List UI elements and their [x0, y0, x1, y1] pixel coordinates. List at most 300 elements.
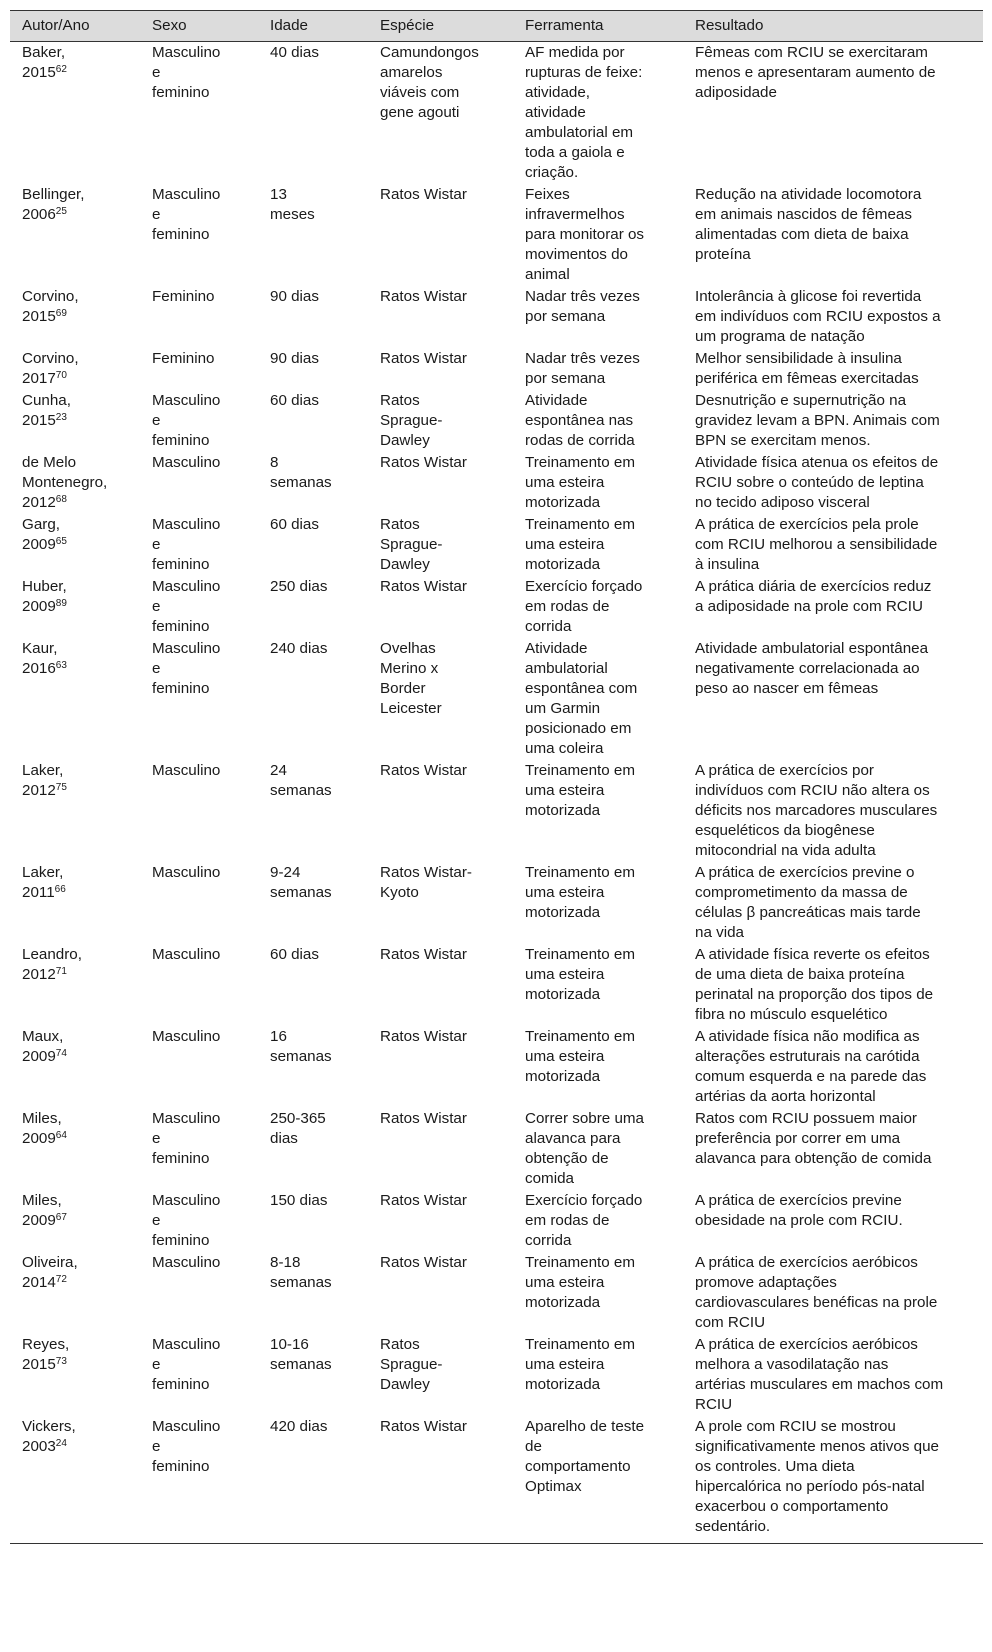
cell-ferramenta: [513, 862, 683, 944]
table-row: [10, 1190, 983, 1252]
cell-line: A atividade física reverte os efeitos: [695, 946, 930, 963]
cell-line: Masculino: [152, 762, 221, 779]
cell-idade: [258, 1108, 368, 1190]
cell-line: esqueléticos da biogênese: [695, 822, 875, 839]
cell-sexo: [140, 944, 258, 1026]
cell-line: 2014: [22, 1274, 56, 1291]
cell-line: viáveis com: [380, 84, 460, 101]
cell-autor-ano: [10, 348, 140, 390]
table-row: [10, 184, 983, 286]
cell-resultado: [683, 944, 983, 1026]
cell-line: feminino: [152, 680, 210, 697]
cell-line: Ratos Wistar: [380, 350, 467, 367]
cell-line: Maux,: [22, 1028, 64, 1045]
cell-line: e: [152, 660, 161, 677]
cell-autor-ano: [10, 452, 140, 514]
cell-idade: [258, 760, 368, 862]
cell-line: de uma dieta de baixa proteína: [695, 966, 905, 983]
cell-line: Camundongos: [380, 44, 479, 61]
cell-ferramenta: [513, 348, 683, 390]
cell-line: significativamente menos ativos que: [695, 1438, 939, 1455]
cell-line: atividade: [525, 104, 586, 121]
cell-resultado: [683, 1252, 983, 1334]
cell-autor-ano: [10, 862, 140, 944]
cell-sexo: [140, 760, 258, 862]
cell-especie: [368, 1416, 513, 1544]
cell-resultado: [683, 184, 983, 286]
cell-ferramenta: [513, 184, 683, 286]
cell-line: Treinamento em: [525, 1254, 636, 1271]
cell-especie: [368, 452, 513, 514]
reference-number: 68: [55, 494, 67, 505]
header-especie: Espécie: [368, 11, 513, 42]
cell-line: Ratos: [380, 392, 420, 409]
cell-resultado: [683, 286, 983, 348]
cell-line: Treinamento em: [525, 762, 636, 779]
table-body: [10, 42, 983, 1544]
cell-line: feminino: [152, 1376, 210, 1393]
cell-line: 8: [270, 454, 279, 471]
cell-line: AF medida por: [525, 44, 625, 61]
cell-line: os controles. Uma dieta: [695, 1458, 855, 1475]
cell-line: Masculino: [152, 1336, 221, 1353]
table-row: [10, 638, 983, 760]
cell-line: indivíduos com RCIU não altera os: [695, 782, 930, 799]
cell-sexo: [140, 1416, 258, 1544]
cell-line: Nadar três vezes: [525, 288, 640, 305]
cell-especie: [368, 760, 513, 862]
cell-line: Sprague-: [380, 536, 443, 553]
reference-number: 64: [55, 1130, 67, 1141]
cell-ferramenta: [513, 1026, 683, 1108]
cell-line: Masculino: [152, 1418, 221, 1435]
cell-line: Feixes: [525, 186, 570, 203]
cell-especie: [368, 944, 513, 1026]
cell-resultado: [683, 390, 983, 452]
cell-line: mitocondrial na vida adulta: [695, 842, 876, 859]
cell-line: posicionado em: [525, 720, 632, 737]
cell-line: alimentadas com dieta de baixa: [695, 226, 909, 243]
cell-sexo: [140, 862, 258, 944]
cell-autor-ano: [10, 760, 140, 862]
cell-line: semanas: [270, 884, 332, 901]
cell-line: 24: [270, 762, 287, 779]
cell-line: 250-365: [270, 1110, 326, 1127]
cell-line: Masculino: [152, 454, 221, 471]
cell-line: menos e apresentaram aumento de: [695, 64, 936, 81]
cell-line: motorizada: [525, 1294, 601, 1311]
cell-autor-ano: [10, 286, 140, 348]
cell-line: 2011: [22, 884, 55, 901]
cell-line: uma esteira: [525, 782, 605, 799]
table-row: [10, 944, 983, 1026]
cell-line: BPN se exercitam menos.: [695, 432, 871, 449]
cell-line: e: [152, 598, 161, 615]
cell-line: comida: [525, 1170, 574, 1187]
cell-line: artérias da aorta horizontal: [695, 1088, 876, 1105]
cell-idade: [258, 452, 368, 514]
cell-line: 60 dias: [270, 946, 319, 963]
cell-line: gene agouti: [380, 104, 460, 121]
cell-line: Baker,: [22, 44, 66, 61]
reference-number: 62: [55, 64, 67, 75]
cell-line: Ratos Wistar: [380, 946, 467, 963]
reference-number: 23: [55, 412, 67, 423]
cell-line: uma esteira: [525, 1048, 605, 1065]
cell-line: 2012: [22, 494, 56, 511]
cell-autor-ano: [10, 1108, 140, 1190]
cell-line: preferência por correr em uma: [695, 1130, 901, 1147]
cell-idade: [258, 286, 368, 348]
cell-line: Feminino: [152, 350, 215, 367]
cell-ferramenta: [513, 1190, 683, 1252]
cell-autor-ano: [10, 1026, 140, 1108]
cell-line: Masculino: [152, 578, 221, 595]
cell-autor-ano: [10, 1190, 140, 1252]
cell-line: 2006: [22, 206, 56, 223]
cell-line: A prática de exercícios por: [695, 762, 874, 779]
cell-line: Optimax: [525, 1478, 582, 1495]
cell-especie: [368, 862, 513, 944]
cell-line: Laker,: [22, 864, 64, 881]
cell-line: 240 dias: [270, 640, 328, 657]
cell-line: 90 dias: [270, 350, 319, 367]
cell-line: RCIU: [695, 1396, 733, 1413]
cell-line: motorizada: [525, 556, 601, 573]
cell-line: ambulatorial: [525, 660, 608, 677]
cell-line: 8-18: [270, 1254, 301, 1271]
cell-sexo: [140, 1026, 258, 1108]
cell-line: 2009: [22, 1212, 56, 1229]
table-row: [10, 1252, 983, 1334]
cell-line: 420 dias: [270, 1418, 328, 1435]
cell-line: uma coleira: [525, 740, 604, 757]
cell-line: e: [152, 536, 161, 553]
cell-idade: [258, 390, 368, 452]
cell-especie: [368, 1190, 513, 1252]
cell-line: Montenegro,: [22, 474, 108, 491]
cell-line: uma esteira: [525, 1274, 605, 1291]
cell-autor-ano: [10, 1252, 140, 1334]
cell-line: Atividade ambulatorial espontânea: [695, 640, 929, 657]
studies-table: [10, 10, 983, 1544]
cell-sexo: [140, 514, 258, 576]
cell-autor-ano: [10, 944, 140, 1026]
cell-line: Ratos Wistar-: [380, 864, 472, 881]
cell-line: com RCIU melhorou a sensibilidade: [695, 536, 938, 553]
cell-line: à insulina: [695, 556, 760, 573]
cell-line: Corvino,: [22, 350, 79, 367]
table-row: [10, 452, 983, 514]
cell-line: Ratos Wistar: [380, 454, 467, 471]
cell-line: Masculino: [152, 392, 221, 409]
header-idade: Idade: [258, 11, 368, 42]
cell-line: A prática de exercícios previne: [695, 1192, 902, 1209]
cell-line: 2015: [22, 64, 56, 81]
cell-especie: [368, 286, 513, 348]
reference-number: 67: [55, 1212, 67, 1223]
cell-line: Treinamento em: [525, 946, 636, 963]
cell-line: uma esteira: [525, 1356, 605, 1373]
cell-line: e: [152, 1438, 161, 1455]
cell-line: Dawley: [380, 432, 430, 449]
cell-especie: [368, 638, 513, 760]
cell-line: Exercício forçado: [525, 1192, 643, 1209]
cell-line: obesidade na prole com RCIU.: [695, 1212, 903, 1229]
cell-line: dias: [270, 1130, 298, 1147]
cell-ferramenta: [513, 390, 683, 452]
cell-line: Dawley: [380, 556, 430, 573]
cell-line: uma esteira: [525, 536, 605, 553]
cell-line: semanas: [270, 1356, 332, 1373]
cell-line: Dawley: [380, 1376, 430, 1393]
cell-line: negativamente correlacionada ao: [695, 660, 920, 677]
cell-sexo: [140, 1252, 258, 1334]
cell-line: Corvino,: [22, 288, 79, 305]
cell-sexo: [140, 184, 258, 286]
cell-sexo: [140, 286, 258, 348]
cell-line: uma esteira: [525, 966, 605, 983]
cell-line: exacerbou o comportamento: [695, 1498, 889, 1515]
cell-line: A prole com RCIU se mostrou: [695, 1418, 896, 1435]
reference-number: 72: [55, 1274, 67, 1285]
cell-idade: [258, 576, 368, 638]
cell-especie: [368, 390, 513, 452]
reference-number: 24: [55, 1438, 67, 1449]
cell-line: gravidez levam a BPN. Animais com: [695, 412, 940, 429]
cell-idade: [258, 1190, 368, 1252]
cell-line: Correr sobre uma: [525, 1110, 645, 1127]
table-row: [10, 760, 983, 862]
cell-line: 2017: [22, 370, 56, 387]
cell-resultado: [683, 1108, 983, 1190]
cell-especie: [368, 348, 513, 390]
cell-line: e: [152, 64, 161, 81]
cell-resultado: [683, 638, 983, 760]
cell-line: Atividade física atenua os efeitos de: [695, 454, 939, 471]
cell-resultado: [683, 452, 983, 514]
cell-line: em rodas de: [525, 598, 610, 615]
cell-line: Masculino: [152, 864, 221, 881]
cell-autor-ano: [10, 390, 140, 452]
cell-line: Ratos Wistar: [380, 186, 467, 203]
cell-line: ambulatorial em: [525, 124, 634, 141]
cell-line: e: [152, 1212, 161, 1229]
reference-number: 25: [55, 206, 67, 217]
table-row: [10, 286, 983, 348]
cell-line: Ratos: [380, 516, 420, 533]
cell-ferramenta: [513, 452, 683, 514]
reference-number: 69: [55, 308, 67, 319]
cell-resultado: [683, 514, 983, 576]
cell-line: Kyoto: [380, 884, 419, 901]
cell-line: Laker,: [22, 762, 64, 779]
cell-ferramenta: [513, 514, 683, 576]
cell-line: comportamento: [525, 1458, 631, 1475]
cell-especie: [368, 1252, 513, 1334]
cell-line: feminino: [152, 84, 210, 101]
cell-line: Desnutrição e supernutrição na: [695, 392, 907, 409]
cell-line: semanas: [270, 782, 332, 799]
cell-line: e: [152, 412, 161, 429]
cell-idade: [258, 1334, 368, 1416]
cell-line: motorizada: [525, 1068, 601, 1085]
cell-line: Bellinger,: [22, 186, 85, 203]
cell-autor-ano: [10, 1334, 140, 1416]
cell-line: Treinamento em: [525, 864, 636, 881]
cell-line: Ratos Wistar: [380, 1192, 467, 1209]
cell-line: hipercalórica no período pós-natal: [695, 1478, 925, 1495]
cell-line: Vickers,: [22, 1418, 76, 1435]
cell-line: peso ao nascer em fêmeas: [695, 680, 879, 697]
cell-ferramenta: [513, 1416, 683, 1544]
cell-line: atividade,: [525, 84, 591, 101]
cell-line: RCIU sobre o conteúdo de leptina: [695, 474, 924, 491]
table-container: [10, 10, 983, 1544]
cell-line: Leandro,: [22, 946, 82, 963]
cell-line: amarelos: [380, 64, 443, 81]
cell-line: déficits nos marcadores musculares: [695, 802, 938, 819]
cell-sexo: [140, 390, 258, 452]
cell-line: A prática de exercícios previne o: [695, 864, 915, 881]
cell-line: feminino: [152, 226, 210, 243]
cell-line: corrida: [525, 618, 572, 635]
cell-line: Treinamento em: [525, 1336, 636, 1353]
cell-line: uma esteira: [525, 884, 605, 901]
cell-line: semanas: [270, 474, 332, 491]
cell-line: Intolerância à glicose foi revertida: [695, 288, 922, 305]
cell-especie: [368, 576, 513, 638]
cell-line: Masculino: [152, 186, 221, 203]
cell-especie: [368, 42, 513, 185]
cell-line: alterações estruturais na carótida: [695, 1048, 920, 1065]
cell-line: proteína: [695, 246, 751, 263]
cell-line: perinatal na proporção dos tipos de: [695, 986, 934, 1003]
cell-line: melhora a vasodilatação nas: [695, 1356, 889, 1373]
cell-line: Ratos com RCIU possuem maior: [695, 1110, 917, 1127]
cell-ferramenta: [513, 1334, 683, 1416]
cell-line: alavanca para: [525, 1130, 621, 1147]
cell-sexo: [140, 452, 258, 514]
cell-line: Sprague-: [380, 412, 443, 429]
cell-resultado: [683, 576, 983, 638]
cell-line: Ratos Wistar: [380, 288, 467, 305]
cell-line: toda a gaiola e: [525, 144, 625, 161]
cell-line: 2009: [22, 536, 56, 553]
cell-ferramenta: [513, 1252, 683, 1334]
cell-line: corrida: [525, 1232, 572, 1249]
cell-line: rodas de corrida: [525, 432, 635, 449]
cell-line: 10-16: [270, 1336, 309, 1353]
cell-line: Ratos Wistar: [380, 578, 467, 595]
cell-line: Border: [380, 680, 426, 697]
cell-line: semanas: [270, 1048, 332, 1065]
cell-line: 2012: [22, 966, 56, 983]
cell-line: Masculino: [152, 44, 221, 61]
cell-line: 90 dias: [270, 288, 319, 305]
cell-idade: [258, 514, 368, 576]
cell-line: e: [152, 1130, 161, 1147]
table-row: [10, 1108, 983, 1190]
cell-ferramenta: [513, 944, 683, 1026]
cell-line: com RCIU: [695, 1314, 766, 1331]
cell-line: em rodas de: [525, 1212, 610, 1229]
cell-line: 2015: [22, 412, 56, 429]
cell-line: um programa de natação: [695, 328, 865, 345]
cell-line: Huber,: [22, 578, 67, 595]
cell-line: 2009: [22, 1048, 56, 1065]
cell-line: Masculino: [152, 1110, 221, 1127]
cell-line: comprometimento da massa de: [695, 884, 908, 901]
cell-line: Ratos Wistar: [380, 1110, 467, 1127]
cell-ferramenta: [513, 760, 683, 862]
cell-line: espontânea nas: [525, 412, 634, 429]
table-row: [10, 1026, 983, 1108]
cell-line: Treinamento em: [525, 454, 636, 471]
cell-line: 2009: [22, 1130, 56, 1147]
cell-line: feminino: [152, 1150, 210, 1167]
cell-line: animal: [525, 266, 570, 283]
header-resultado: Resultado: [683, 11, 983, 42]
reference-number: 66: [54, 884, 66, 895]
cell-line: Treinamento em: [525, 1028, 636, 1045]
cell-line: Masculino: [152, 1254, 221, 1271]
cell-line: A prática de exercícios aeróbicos: [695, 1254, 918, 1271]
cell-line: feminino: [152, 1458, 210, 1475]
cell-line: Melhor sensibilidade à insulina: [695, 350, 902, 367]
cell-line: alavanca para obtenção de comida: [695, 1150, 932, 1167]
cell-autor-ano: [10, 184, 140, 286]
cell-line: Ratos Wistar: [380, 1028, 467, 1045]
header-ferramenta: Ferramenta: [513, 11, 683, 42]
cell-line: A prática diária de exercícios reduz: [695, 578, 932, 595]
cell-line: feminino: [152, 556, 210, 573]
cell-resultado: [683, 1026, 983, 1108]
cell-resultado: [683, 1190, 983, 1252]
cell-idade: [258, 944, 368, 1026]
cell-line: células β pancreáticas mais tarde: [695, 904, 921, 921]
cell-line: semanas: [270, 1274, 332, 1291]
cell-idade: [258, 862, 368, 944]
cell-line: Masculino: [152, 1192, 221, 1209]
cell-line: Ratos Wistar: [380, 1254, 467, 1271]
cell-idade: [258, 1026, 368, 1108]
cell-line: Leicester: [380, 700, 442, 717]
cell-idade: [258, 638, 368, 760]
table-row: [10, 348, 983, 390]
cell-line: Reyes,: [22, 1336, 70, 1353]
table-row: [10, 1334, 983, 1416]
cell-line: A prática de exercícios aeróbicos: [695, 1336, 918, 1353]
cell-line: adiposidade: [695, 84, 777, 101]
cell-line: meses: [270, 206, 315, 223]
cell-idade: [258, 1416, 368, 1544]
cell-line: 2016: [22, 660, 56, 677]
cell-line: 2009: [22, 598, 56, 615]
cell-line: feminino: [152, 618, 210, 635]
cell-especie: [368, 1108, 513, 1190]
reference-number: 70: [55, 370, 67, 381]
cell-line: 2015: [22, 1356, 56, 1373]
cell-line: a adiposidade na prole com RCIU: [695, 598, 923, 615]
cell-line: 2012: [22, 782, 56, 799]
cell-line: cardiovasculares benéficas na prole: [695, 1294, 938, 1311]
cell-sexo: [140, 638, 258, 760]
cell-line: artérias musculares em machos com: [695, 1376, 944, 1393]
header-sexo: Sexo: [140, 11, 258, 42]
cell-resultado: [683, 1334, 983, 1416]
cell-sexo: [140, 1190, 258, 1252]
